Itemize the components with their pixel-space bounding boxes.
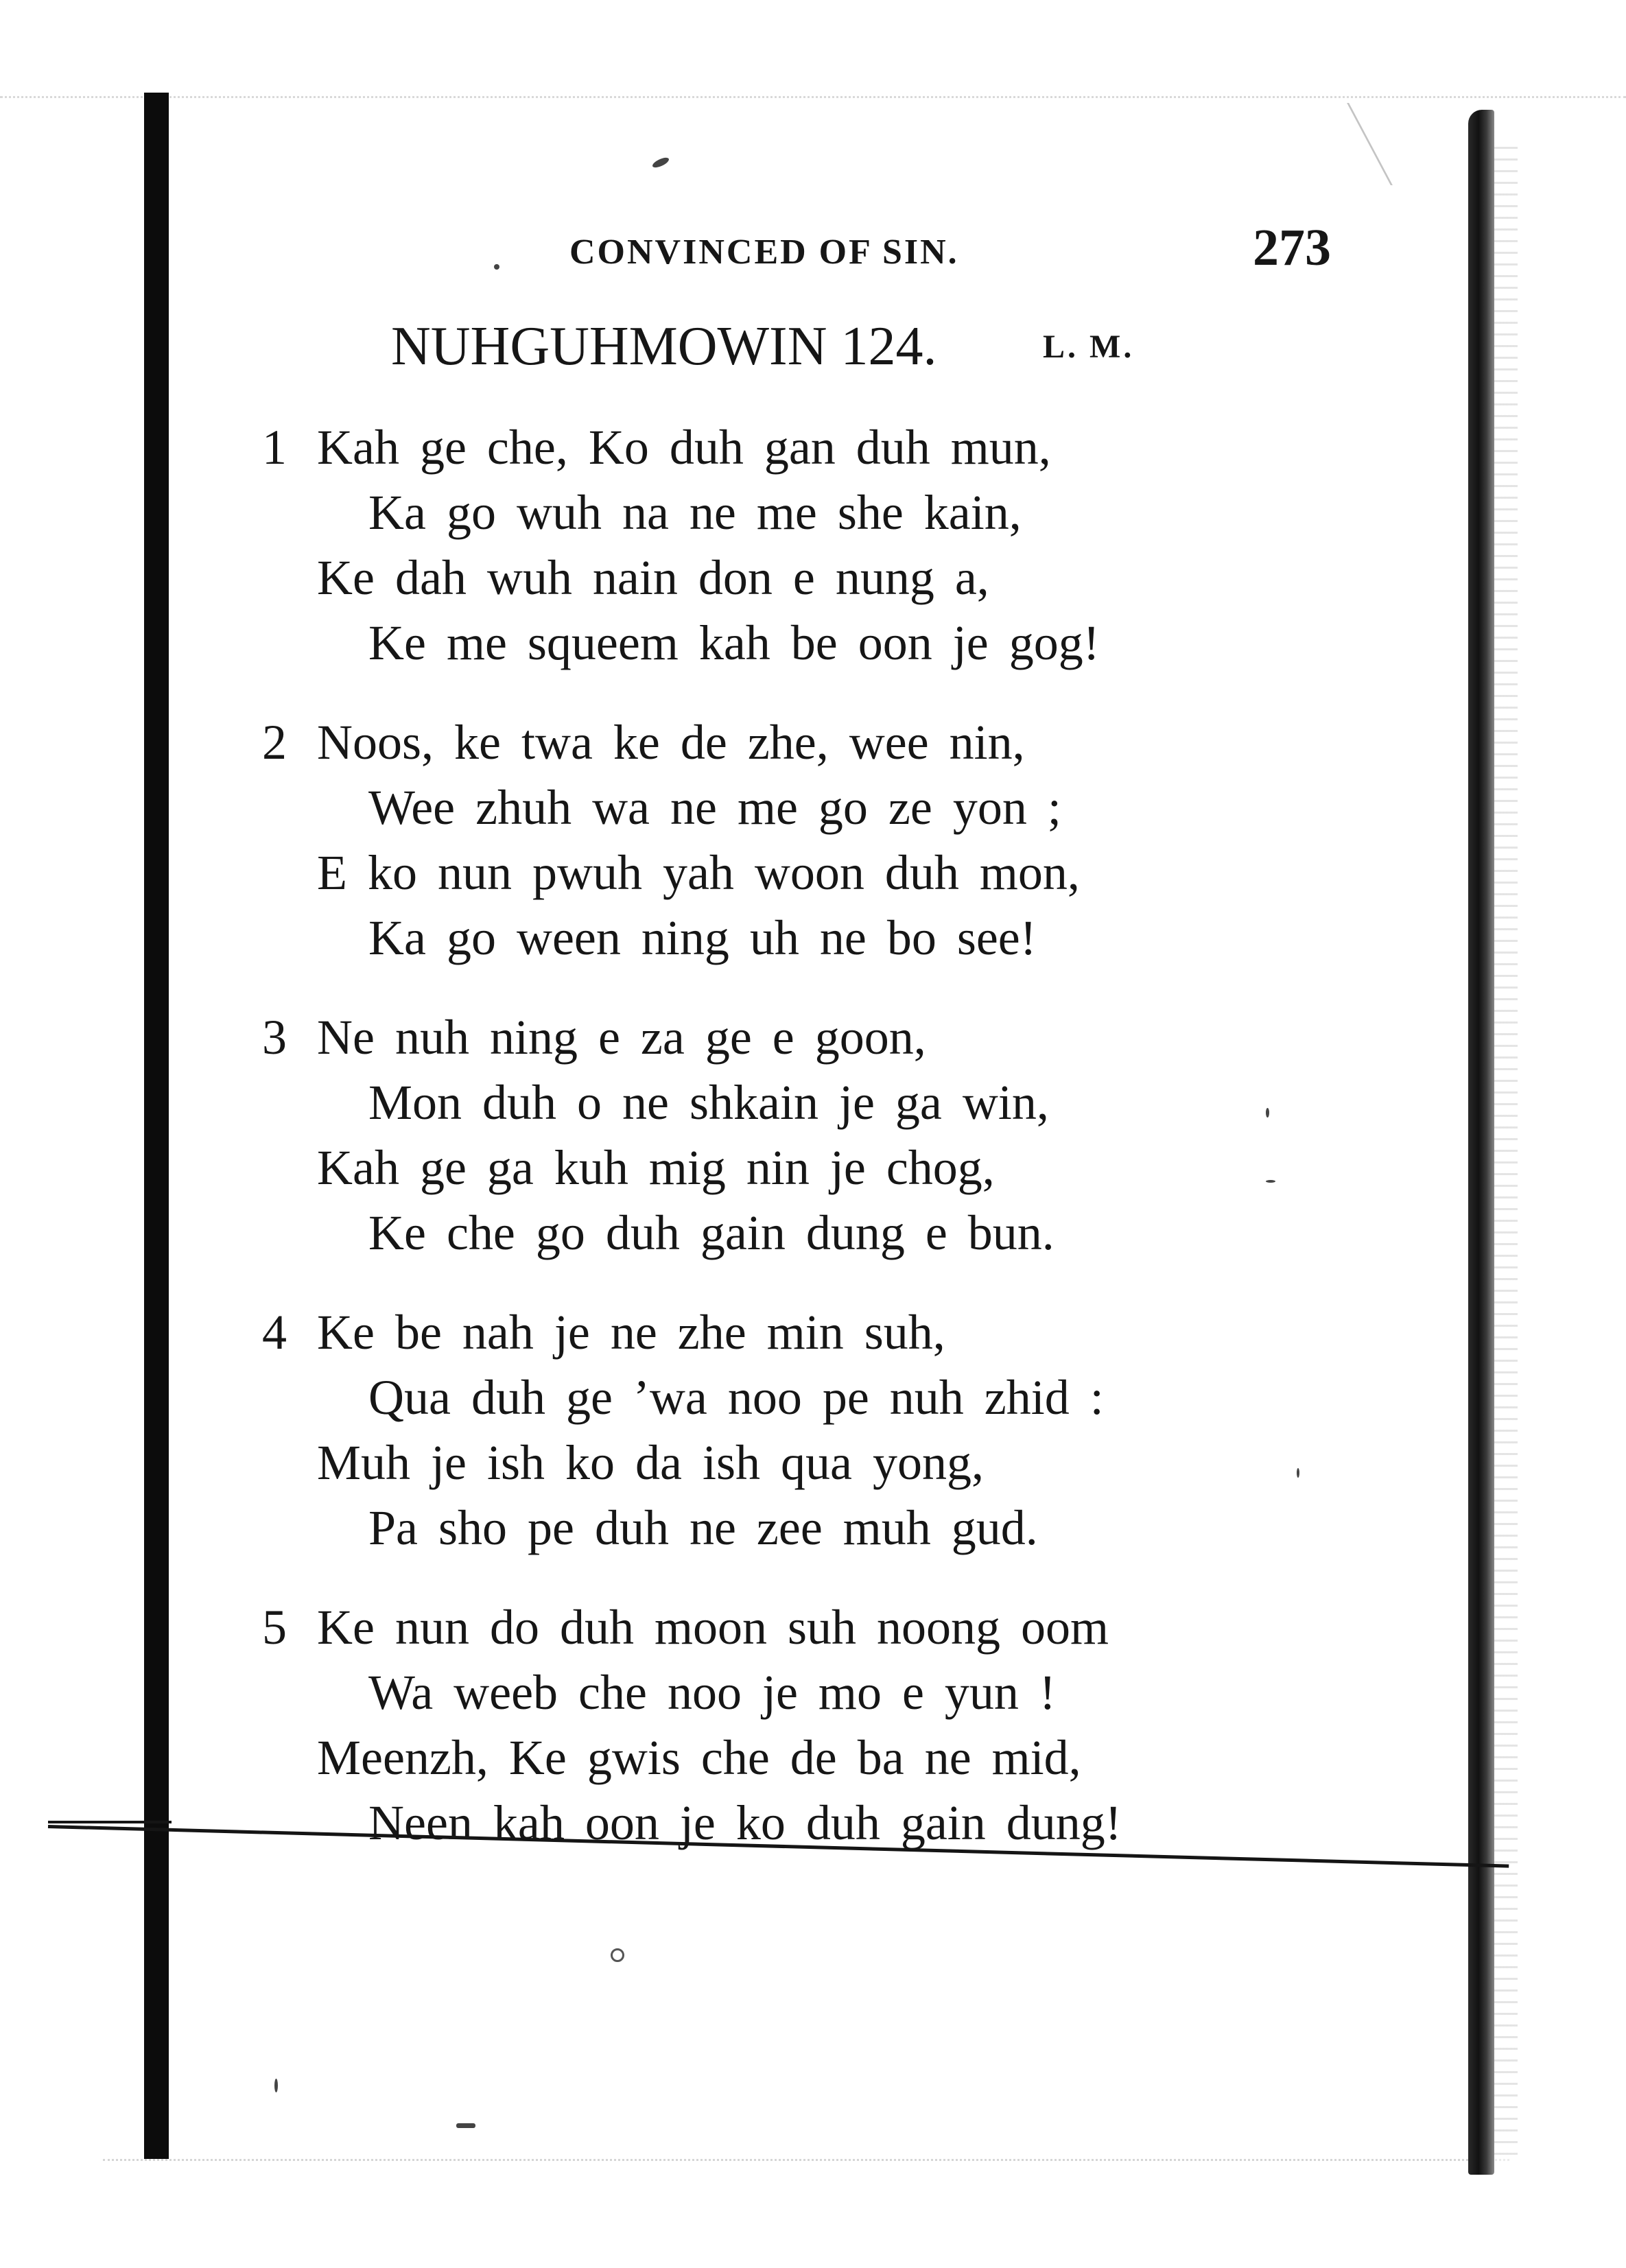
running-head: CONVINCED OF SIN. — [569, 233, 959, 272]
verse-line — [254, 1496, 1420, 1561]
hymn-text — [254, 415, 1420, 1890]
verse-line — [254, 1660, 1420, 1725]
verse-line-text: Mon duh o ne shkain je ga win, — [368, 1075, 1049, 1130]
stanza — [254, 1300, 1420, 1561]
verse-line-text: Ke be nah je ne zhe min suh, — [317, 1305, 945, 1360]
verse-line-text: Noos, ke twa ke de zhe, wee nin, — [317, 715, 1025, 770]
verse-line — [254, 1300, 1420, 1365]
verse-line — [254, 1595, 1420, 1660]
verse-line — [254, 480, 1420, 545]
hymn-title-row — [391, 316, 1214, 378]
verse-line — [254, 415, 1420, 480]
ink-speck — [651, 156, 670, 169]
verse-line-text: Wa weeb che noo je mo e yun ! — [368, 1665, 1056, 1720]
scan-line-left — [48, 1821, 172, 1823]
hymn-meter: L. M. — [1043, 329, 1135, 365]
page-header — [480, 218, 1331, 287]
verse-line-text: Neen kah oon je ko duh gain dung! — [368, 1795, 1122, 1850]
verse-line-text: Ne nuh ning e za ge e goon, — [317, 1010, 926, 1065]
verse-line — [254, 1201, 1420, 1266]
scan-top-edge — [0, 96, 1626, 98]
stanza — [254, 415, 1420, 676]
verse-line-text: Muh je ish ko da ish qua yong, — [317, 1435, 984, 1490]
verse-line-text: Ke nun do duh moon suh noong oom — [317, 1600, 1109, 1655]
verse-line-text: Meenzh, Ke gwis che de ba ne mid, — [317, 1730, 1081, 1785]
stanza — [254, 710, 1420, 971]
stanza-number: 2 — [262, 715, 287, 770]
verse-line-text: Qua duh ge ’wa noo pe nuh zhid : — [368, 1370, 1104, 1425]
verse-line — [254, 710, 1420, 775]
stanza-number: 3 — [262, 1010, 287, 1065]
verse-line-text: Ke me squeem kah be oon je gog! — [368, 615, 1100, 670]
page-number: 273 — [1253, 219, 1331, 276]
scan-bottom-edge — [103, 2159, 1509, 2161]
stanza-number: 5 — [262, 1600, 287, 1655]
verse-line — [254, 1725, 1420, 1791]
verse-line — [254, 1135, 1420, 1201]
ink-speck — [611, 1948, 624, 1962]
verse-line-text: Kah ge ga kuh mig nin je chog, — [317, 1140, 995, 1195]
ink-speck — [456, 2123, 475, 2128]
verse-line-text: Ka go wuh na ne me she kain, — [368, 485, 1022, 540]
verse-line — [254, 1005, 1420, 1070]
left-page-border — [144, 93, 169, 2159]
verse-line-text: Kah ge che, Ko duh gan duh mun, — [317, 420, 1051, 475]
verse-line — [254, 1430, 1420, 1496]
right-edge-texture — [1494, 137, 1518, 2161]
stanza-number: 4 — [262, 1305, 287, 1360]
verse-line — [254, 545, 1420, 611]
verse-line — [254, 1791, 1420, 1856]
ink-speck — [274, 2079, 278, 2092]
verse-line-text: Wee zhuh wa ne me go ze yon ; — [368, 780, 1061, 835]
verse-line-text: Ka go ween ning uh ne bo see! — [368, 910, 1037, 965]
verse-line-text: Ke che go duh gain dung e bun. — [368, 1205, 1054, 1260]
verse-line — [254, 906, 1420, 971]
verse-line-text: E ko nun pwuh yah woon duh mon, — [317, 845, 1080, 900]
verse-line — [254, 611, 1420, 676]
verse-line — [254, 1365, 1420, 1430]
stanza — [254, 1595, 1420, 1856]
hymn-title: NUHGUHMOWIN 124. — [391, 316, 937, 377]
verse-line — [254, 1070, 1420, 1135]
verse-line-text: Ke dah wuh nain don e nung a, — [317, 550, 989, 605]
stanza-number: 1 — [262, 420, 287, 475]
verse-line — [254, 775, 1420, 840]
verse-line-text: Pa sho pe duh ne zee muh gud. — [368, 1500, 1038, 1555]
verse-line — [254, 840, 1420, 906]
stanza — [254, 1005, 1420, 1266]
